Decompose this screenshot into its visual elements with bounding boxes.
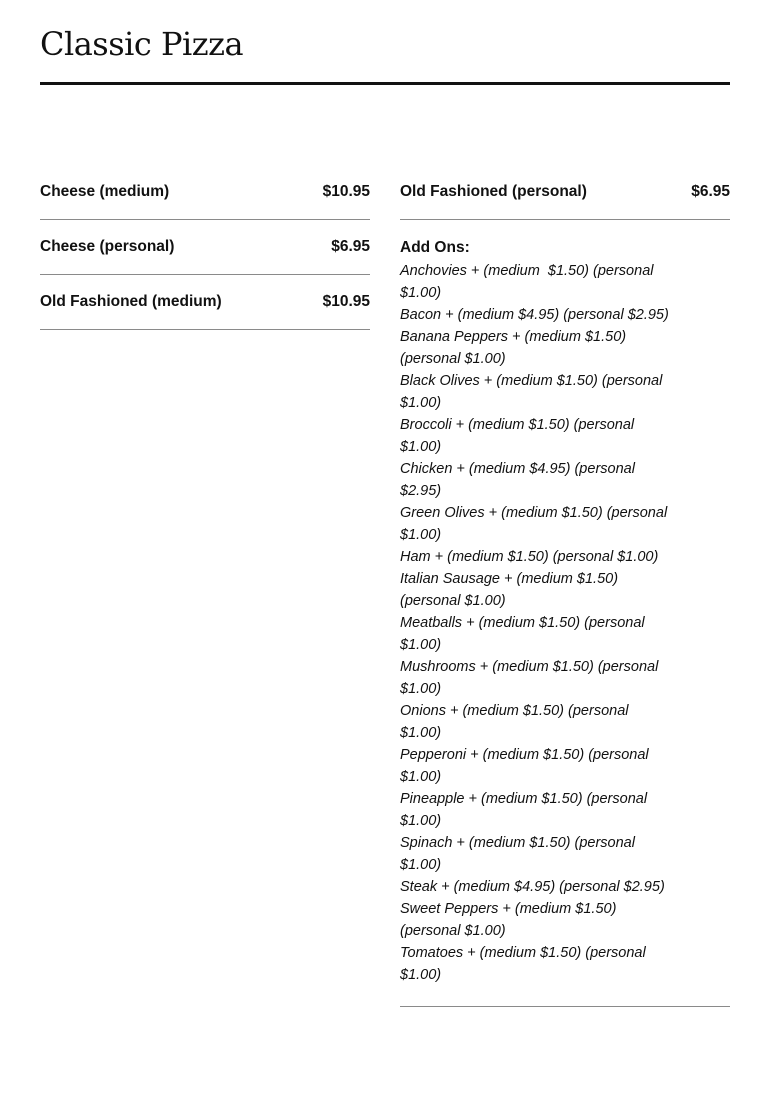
addon-item: Banana Peppers + (medium $1.50) (personal $1.00) [400, 329, 631, 367]
menu-item-name: Old Fashioned (medium) [40, 293, 222, 310]
menu-item-name: Cheese (medium) [40, 183, 170, 200]
addon-item: Anchovies + (medium $1.50) (personal $1.00) [400, 263, 658, 301]
title-divider [40, 82, 730, 85]
menu-item [400, 165, 730, 220]
addon-item: Bacon + (medium $4.95) (personal $2.95) [400, 307, 669, 323]
menu-item [40, 165, 370, 220]
addon-item: Black Olives + (medium $1.50) (personal $1.00) [400, 373, 667, 411]
addon-item: Tomatoes + (medium $1.50) (personal $1.00) [400, 945, 650, 983]
page-title: Classic Pizza [40, 25, 244, 63]
addon-item: Pepperoni + (medium $1.50) (personal $1.00) [400, 747, 653, 785]
addon-item: Mushrooms + (medium $1.50) (personal $1.00) [400, 659, 663, 697]
addons-title: Add Ons: [400, 239, 470, 256]
addons-section [400, 220, 730, 1007]
addon-item: Ham + (medium $1.50) (personal $1.00) [400, 549, 659, 565]
addon-item: Sweet Peppers + (medium $1.50) (personal $1.00) [400, 901, 621, 939]
menu-column-left [40, 165, 370, 330]
addons-list [400, 260, 672, 986]
addon-item: Chicken + (medium $4.95) (personal $2.95) [400, 461, 639, 499]
addon-item: Onions + (medium $1.50) (personal $1.00) [400, 703, 633, 741]
menu-item-name: Old Fashioned (personal) [400, 183, 587, 200]
addon-item: Italian Sausage + (medium $1.50) (personal $1.00) [400, 571, 623, 609]
menu-column-right [400, 165, 730, 1007]
menu-item [40, 275, 370, 330]
menu-item-price: $6.95 [691, 183, 730, 200]
addon-item: Pineapple + (medium $1.50) (personal $1.00) [400, 791, 652, 829]
addon-item: Broccoli + (medium $1.50) (personal $1.00) [400, 417, 639, 455]
addon-item: Green Olives + (medium $1.50) (personal $1.00) [400, 505, 672, 543]
addon-item: Steak + (medium $4.95) (personal $2.95) [400, 879, 665, 895]
addon-item: Meatballs + (medium $1.50) (personal $1.00) [400, 615, 649, 653]
menu-item-price: $10.95 [322, 293, 370, 310]
menu-item-price: $10.95 [322, 183, 370, 200]
menu-item [40, 220, 370, 275]
menu-item-name: Cheese (personal) [40, 238, 175, 255]
menu-item-price: $6.95 [331, 238, 370, 255]
addon-item: Spinach + (medium $1.50) (personal $1.00) [400, 835, 639, 873]
